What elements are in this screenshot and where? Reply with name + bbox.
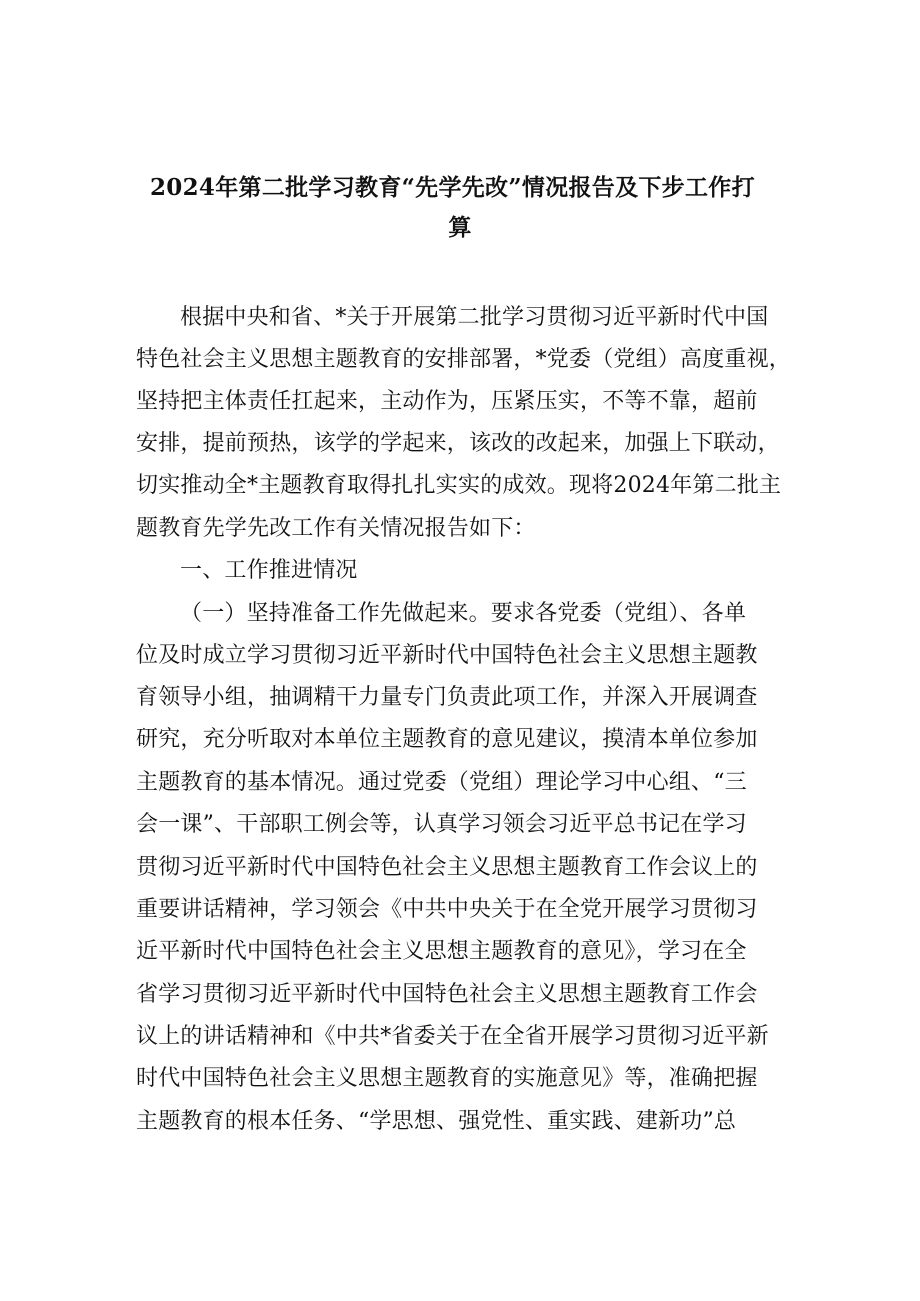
body-line: 省学习贯彻习近平新时代中国特色社会主义思想主题教育工作会 (136, 982, 758, 1007)
body-line: 位及时成立学习贯彻习近平新时代中国特色社会主义思想主题教 (136, 643, 758, 668)
body-line: 贯彻习近平新时代中国特色社会主义思想主题教育工作会议上的 (136, 855, 758, 880)
body-line: 根据中央和省、*关于开展第二批学习贯彻习近平新时代中国 (180, 305, 769, 330)
body-line: 近平新时代中国特色社会主义思想主题教育的意见》，学习在全 (136, 939, 747, 964)
body-line: 议上的讲话精神和《中共*省委关于在全省开展学习贯彻习近平新 (136, 1024, 769, 1049)
section-heading: 一、工作推进情况 (180, 558, 358, 583)
body-line: 坚持把主体责任扛起来，主动作为，压紧压实，不等不靠，超前 (136, 389, 758, 414)
body-line: 题教育先学先改工作有关情况报告如下： (136, 516, 536, 541)
body-line: 主题教育的基本情况。通过党委（党组）理论学习中心组、“三 (136, 770, 747, 795)
body-line: 时代中国特色社会主义思想主题教育的实施意见》等，准确把握 (136, 1066, 758, 1091)
document-title-line-1: 2024年第二批学习教育“先学先改”情况报告及下步工作打 (150, 174, 755, 201)
document-title-line-2: 算 (448, 214, 472, 241)
body-line: 育领导小组，抽调精干力量专门负责此项工作，并深入开展调查 (136, 685, 758, 710)
body-line: 安排，提前预热，该学的学起来，该改的改起来，加强上下联动， (136, 431, 780, 456)
body-line: 研究，充分听取对本单位主题教育的意见建议，摸清本单位参加 (136, 727, 758, 752)
subsection-line: （一）坚持准备工作先做起来。要求各党委（党组）、各单 (180, 601, 747, 626)
body-line: 特色社会主义思想主题教育的安排部署，*党委（党组）高度重视， (136, 347, 792, 372)
body-line: 主题教育的根本任务、“学思想、强党性、重实践、建新功”总 (136, 1109, 737, 1134)
body-line: 切实推动全*主题教育取得扎扎实实的成效。现将2024年第二批主 (136, 473, 782, 498)
body-line: 重要讲话精神，学习领会《中共中央关于在全党开展学习贯彻习 (136, 897, 758, 922)
body-line: 会一课”、干部职工例会等，认真学习领会习近平总书记在学习 (136, 812, 747, 837)
